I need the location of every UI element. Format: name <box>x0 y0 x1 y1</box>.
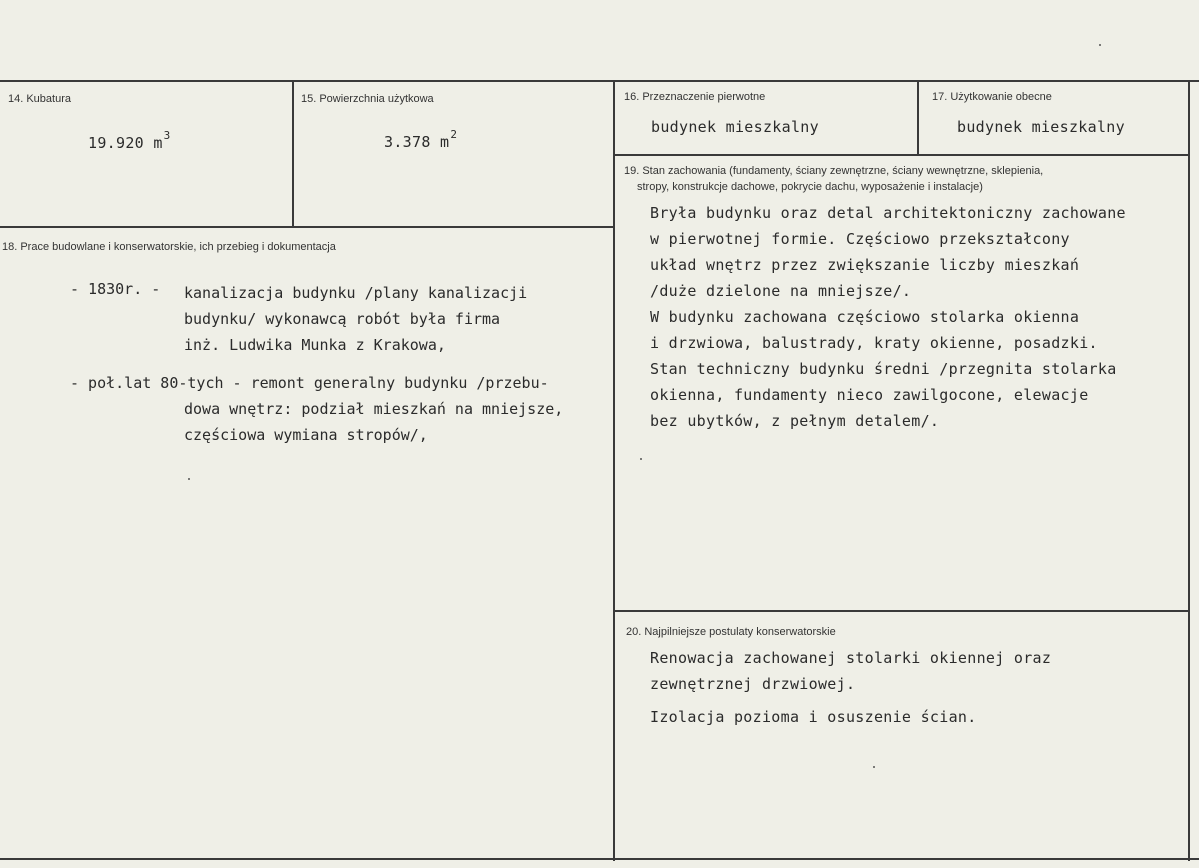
field-15-value <box>384 128 458 151</box>
field-19-label-line2: stropy, konstrukcje dachowe, pokrycie dachu, wyposażenie i instalacje) <box>637 181 983 193</box>
bottom-rule <box>0 858 1199 860</box>
rule-under-16-17 <box>614 154 1189 156</box>
condition-line: i drzwiowa, balustrady, kraty okienne, posadzki. <box>650 334 1098 352</box>
work-entry-prefix: - poł.lat 80-tych - remont generalny budynku /przebu- <box>70 374 549 392</box>
divider-14-15 <box>292 81 294 227</box>
paper-speck <box>640 458 642 460</box>
postulate-line: zewnętrznej drzwiowej. <box>650 675 856 693</box>
condition-line: bez ubytków, z pełnym detalem/. <box>650 412 940 430</box>
work-entry-line: inż. Ludwika Munka z Krakowa, <box>184 336 446 354</box>
divider-left-right <box>613 81 615 861</box>
field-14-value <box>88 129 171 152</box>
field-16-label: 16. Przeznaczenie pierwotne <box>624 91 766 103</box>
paper-speck <box>1099 44 1101 46</box>
field-20-text <box>650 645 1051 697</box>
field-14-label: 14. Kubatura <box>8 93 71 105</box>
powierzchnia-value: 3.378 m <box>384 133 450 151</box>
condition-line: układ wnętrz przez zwiększanie liczby mieszkań <box>650 256 1080 274</box>
work-entry-line: budynku/ wykonawcą robót była firma <box>184 310 501 328</box>
rule-above-20 <box>614 610 1189 612</box>
condition-line: Bryła budynku oraz detal architektoniczny zachowane <box>650 204 1126 222</box>
field-17-label: 17. Użytkowanie obecne <box>932 91 1052 103</box>
work-entry-line: kanalizacja budynku /plany kanalizacji <box>184 284 528 302</box>
powierzchnia-unit-exponent: 2 <box>450 128 458 141</box>
field-15-label: 15. Powierzchnia użytkowa <box>301 93 434 105</box>
work-entry-1980s <box>70 370 610 450</box>
field-19-label <box>624 163 1184 195</box>
work-entry-line: częściowa wymiana stropów/, <box>184 426 428 444</box>
kubatura-unit-exponent: 3 <box>163 129 171 142</box>
condition-line: okienna, fundamenty nieco zawilgocone, elewacje <box>650 386 1089 404</box>
rule-under-14-15 <box>0 226 614 228</box>
field-20-label: 20. Najpilniejsze postulaty konserwatorskie <box>626 626 836 638</box>
condition-line: Stan techniczny budynku średni /przegnita stolarka <box>650 360 1117 378</box>
kubatura-value: 19.920 m <box>88 134 163 152</box>
condition-line: /duże dzielone na mniejsze/. <box>650 282 912 300</box>
field-19-label-line1: 19. Stan zachowania (fundamenty, ściany zewnętrzne, ściany wewnętrzne, sklepienia, <box>624 165 1044 177</box>
work-entry-prefix: - 1830r. - <box>70 280 161 298</box>
condition-line: w pierwotnej formie. Częściowo przekształcony <box>650 230 1070 248</box>
condition-line: W budynku zachowana częściowo stolarka okienna <box>650 308 1080 326</box>
postulate-line-isolation: Izolacja pozioma i osuszenie ścian. <box>650 708 977 726</box>
field-16-value: budynek mieszkalny <box>651 118 819 136</box>
postulate-line: Renowacja zachowanej stolarki okiennej oraz <box>650 649 1052 667</box>
field-19-text <box>650 200 1126 434</box>
field-17-value: budynek mieszkalny <box>957 118 1125 136</box>
field-18-label: 18. Prace budowlane i konserwatorskie, ich przebieg i dokumentacja <box>2 241 336 253</box>
divider-16-17 <box>917 81 919 155</box>
work-entry-line: dowa wnętrz: podział mieszkań na mniejsze, <box>184 400 564 418</box>
top-rule <box>0 80 1199 82</box>
work-entry-1830 <box>70 280 610 360</box>
right-border <box>1188 81 1190 861</box>
paper-speck <box>188 478 190 480</box>
paper-speck <box>873 766 875 768</box>
